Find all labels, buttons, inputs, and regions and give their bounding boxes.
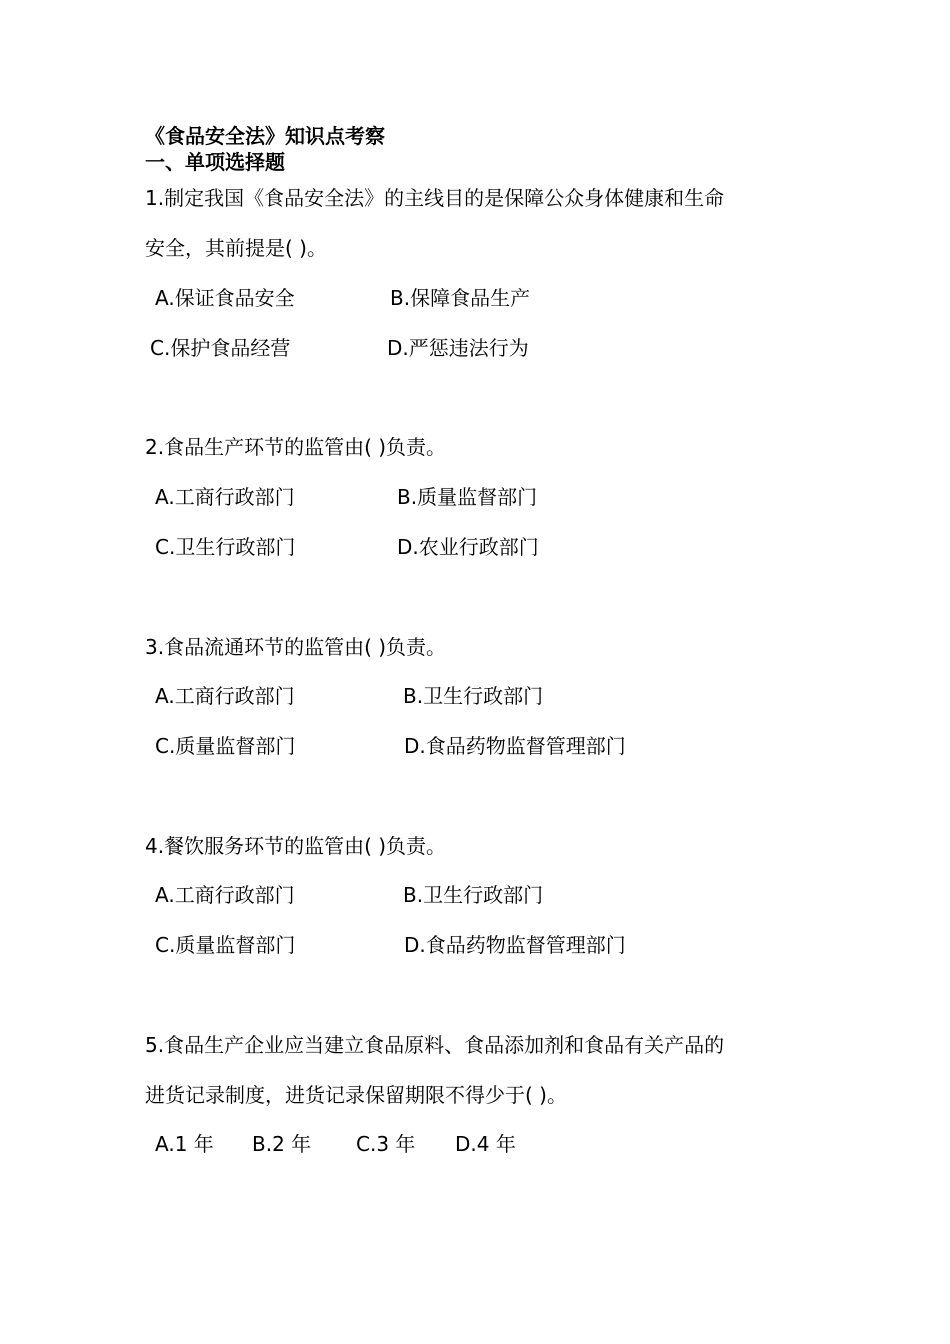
question-3-option-d: D.食品药物监督管理部门	[404, 734, 626, 758]
question-2-option-b: B.质量监督部门	[397, 485, 538, 509]
question-5-line-2: 进货记录制度，进货记录保留期限不得少于( )。	[145, 1083, 567, 1107]
question-4-option-d: D.食品药物监督管理部门	[404, 933, 626, 957]
question-4-option-a: A.工商行政部门	[155, 883, 295, 907]
question-3-option-b: B.卫生行政部门	[403, 684, 544, 708]
question-1-option-c: C.保护食品经营	[150, 336, 291, 360]
question-2-option-c: C.卫生行政部门	[155, 535, 296, 559]
question-3-option-c: C.质量监督部门	[155, 734, 296, 758]
question-1-line-1: 1.制定我国《食品安全法》的主线目的是保障公众身体健康和生命	[145, 186, 725, 210]
question-5-option-b: B.2 年	[252, 1132, 312, 1156]
question-4-option-b: B.卫生行政部门	[403, 883, 544, 907]
question-2-line-1: 2.食品生产环节的监管由( )负责。	[145, 435, 447, 459]
question-3-option-a: A.工商行政部门	[155, 684, 295, 708]
question-2-option-d: D.农业行政部门	[397, 535, 539, 559]
section-title: 一、单项选择题	[145, 150, 285, 174]
question-2-option-a: A.工商行政部门	[155, 485, 295, 509]
question-1-option-a: A.保证食品安全	[155, 286, 295, 310]
question-5-option-a: A.1 年	[155, 1132, 214, 1156]
question-5-line-1: 5.食品生产企业应当建立食品原料、食品添加剂和食品有关产品的	[145, 1033, 725, 1057]
question-5-option-c: C.3 年	[356, 1132, 416, 1156]
question-1-option-d: D.严惩违法行为	[387, 336, 529, 360]
question-4-option-c: C.质量监督部门	[155, 933, 296, 957]
question-1-line-2: 安全，其前提是( )。	[145, 236, 327, 260]
question-1-option-b: B.保障食品生产	[390, 286, 531, 310]
question-3-line-1: 3.食品流通环节的监管由( )负责。	[145, 635, 447, 659]
question-5-option-d: D.4 年	[455, 1132, 516, 1156]
question-4-line-1: 4.餐饮服务环节的监管由( )负责。	[145, 834, 447, 858]
document-title: 《食品安全法》知识点考察	[145, 124, 385, 148]
